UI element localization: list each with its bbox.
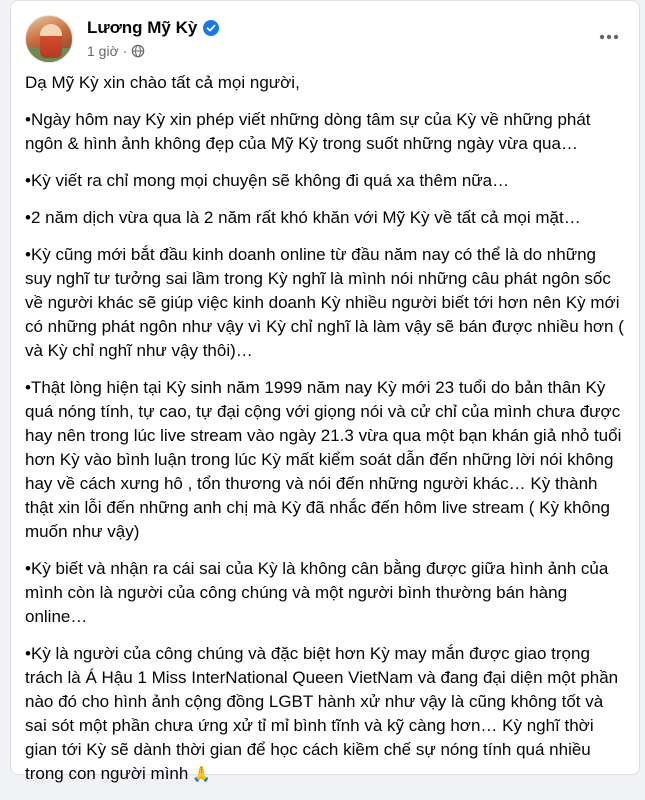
- author-name[interactable]: Lương Mỹ Kỳ: [87, 18, 198, 37]
- folded-hands-icon: 🙏: [192, 766, 212, 783]
- post-body: [25, 71, 625, 800]
- post-paragraph: •Kỳ cũng mới bắt đầu kinh doanh online từ đầu năm nay có thể là do những suy nghĩ tư tưởng sai lầm trong Kỳ nghĩ là mình nói những câu phát ngôn sốc về người khác sẽ giúp việc kinh doanh Kỳ nhiều người biết tới hơn nên Kỳ mới có những phát ngôn như vậy vì Kỳ chỉ nghĩ là làm vậy sẽ bán được nhiều hơn ( và Kỳ chỉ nghĩ như vậy thôi)…: [25, 245, 624, 360]
- globe-icon[interactable]: [131, 44, 145, 58]
- verified-badge-icon: [203, 20, 219, 36]
- post-paragraph-last: [25, 642, 625, 787]
- post-header: [25, 13, 625, 63]
- author-row: [87, 17, 219, 39]
- post-meta: [87, 43, 145, 59]
- post-paragraph: •Kỳ biết và nhận ra cái sai của Kỳ là không cân bằng được giữa hình ảnh của mình còn là người của công chúng và một người bình thường bán hàng online…: [25, 559, 609, 626]
- meta-separator: ·: [122, 43, 128, 59]
- post-paragraph: •Ngày hôm nay Kỳ xin phép viết những dòng tâm sự của Kỳ về những phát ngôn & hình ảnh không đẹp của Mỹ Kỳ trong suốt những ngày vừa qua…: [25, 110, 591, 153]
- post-paragraph: •Thật lòng hiện tại Kỳ sinh năm 1999 năm nay Kỳ mới 23 tuổi do bản thân Kỳ quá nóng tính, tự cao, tự đại cộng với giọng nói và cử chỉ của mình chưa được hay nên trong lúc live stream vào ngày 21.3 vừa qua một bạn khán giả nhỏ tuổi hơn Kỳ vào bình luận trong lúc Kỳ mất kiểm soát dẫn đến những lời nói không hay về cách xưng hô , tổn thương và nói đến những người khác… Kỳ thành thật xin lỗi đến những anh chị mà Kỳ đã nhắc đến hôm live stream ( Kỳ không muốn như vậy): [25, 378, 622, 541]
- post-paragraph-greeting: Dạ Mỹ Kỳ xin chào tất cả mọi người,: [25, 73, 300, 92]
- post-timestamp[interactable]: 1 giờ: [87, 43, 119, 59]
- avatar[interactable]: [25, 15, 73, 63]
- post-card: [10, 0, 640, 783]
- more-options-button[interactable]: [591, 19, 627, 55]
- more-options-icon: [599, 34, 619, 40]
- post-paragraph: •Kỳ viết ra chỉ mong mọi chuyện sẽ không đi quá xa thêm nữa…: [25, 171, 510, 190]
- post-paragraph-text: •Kỳ là người của công chúng và đặc biệt hơn Kỳ may mắn được giao trọng trách là Á Hậu 1 Miss InterNational Queen VietNam và đang đại diện một phần nào đó cho hình ảnh cộng đồng LGBT hành xử như vậy là cũng không tốt và sai sót một phần chưa ứng xử tỉ mỉ bình tĩnh và kỹ càng hơn… Kỳ nghĩ thời gian tới Kỳ sẽ dành thời gian để học cách kiềm chế sự nóng tính quá nhiều trong con người mình: [25, 644, 619, 783]
- post-paragraph: •2 năm dịch vừa qua là 2 năm rất khó khăn với Mỹ Kỳ về tất cả mọi mặt…: [25, 208, 581, 227]
